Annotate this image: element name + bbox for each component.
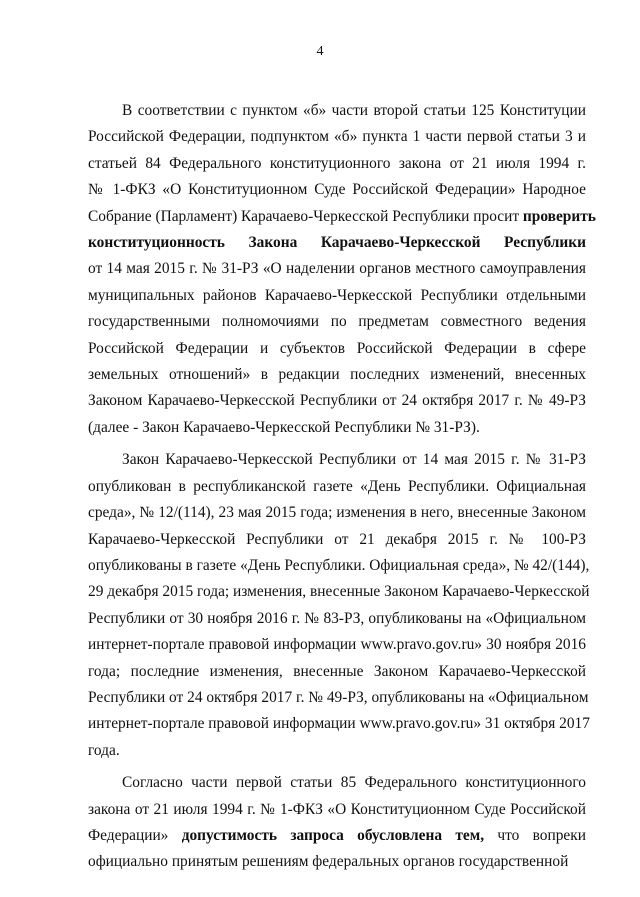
text-line bbox=[88, 388, 586, 414]
text-line bbox=[88, 283, 586, 309]
paragraph bbox=[88, 447, 590, 764]
text-run: Закон Карачаево-Черкесской Республики от 14 мая 2015 г. № 31-РЗ bbox=[122, 451, 586, 469]
text-line bbox=[88, 230, 586, 256]
paragraph bbox=[88, 770, 586, 876]
text-line bbox=[88, 685, 589, 711]
text-run: земельных отношений» в редакции последних изменений, внесенных bbox=[88, 366, 586, 384]
text-line bbox=[88, 606, 586, 632]
text-line bbox=[88, 151, 586, 177]
document-body bbox=[88, 98, 596, 882]
text-run: что вопреки bbox=[484, 826, 586, 844]
text-line bbox=[88, 474, 586, 500]
text-line bbox=[88, 415, 586, 441]
text-run: закона от 21 июля 1994 г. № 1-ФКЗ «О Конституционном Суде Российской bbox=[88, 800, 586, 818]
text-run: Республики от 30 ноября 2016 г. № 83-РЗ, опубликованы на «Официальном bbox=[88, 609, 586, 627]
text-run: опубликован в республиканской газете «День Республики. Официальная bbox=[88, 477, 586, 495]
text-run: интернет-портале правовой информации www.pravo.gov.ru» 30 ноября 2016 bbox=[88, 636, 586, 654]
text-run: Законом Карачаево-Черкесской Республики от 24 октября 2017 г. № 49-РЗ bbox=[88, 392, 586, 410]
text-line bbox=[88, 797, 586, 823]
page-number: 4 bbox=[316, 44, 324, 59]
text-line bbox=[88, 362, 586, 388]
text-run: В соответствии с пунктом «б» части второй статьи 125 Конституции bbox=[122, 102, 586, 119]
text-run: государственными полномочиями по предметам совместного ведения bbox=[88, 313, 586, 331]
text-line bbox=[88, 711, 590, 737]
text-run: Республики от 24 октября 2017 г. № 49-РЗ, опубликованы на «Официальном bbox=[88, 688, 589, 706]
text-run: от 14 мая 2015 г. № 31-РЗ «О наделении органов местного самоуправления bbox=[88, 260, 586, 278]
text-run: года. bbox=[88, 741, 120, 759]
text-run: Российской Федерации, подпунктом «б» пункта 1 части первой статьи 3 и bbox=[88, 128, 586, 146]
text-line bbox=[88, 256, 586, 282]
text-line bbox=[88, 177, 586, 203]
paragraph bbox=[88, 98, 596, 441]
text-line bbox=[88, 849, 586, 875]
text-run: среда», № 12/(114), 23 мая 2015 года; изменения в него, внесенные Законом bbox=[88, 504, 586, 522]
text-line bbox=[88, 500, 586, 526]
text-line bbox=[88, 98, 586, 124]
text-run: (далее - Закон Карачаево-Черкесской Республики № 31-РЗ). bbox=[88, 418, 480, 436]
text-line bbox=[88, 738, 586, 764]
text-line bbox=[88, 553, 590, 579]
text-run: Согласно части первой статьи 85 Федерального конституционного bbox=[122, 774, 586, 792]
text-line bbox=[88, 124, 586, 150]
text-line bbox=[88, 770, 586, 796]
text-line bbox=[88, 309, 586, 335]
text-line bbox=[88, 632, 586, 658]
text-run: 29 декабря 2015 года; изменения, внесенные Законом Карачаево-Черкесской bbox=[88, 583, 590, 601]
bold-text: конституционность Закона Карачаево-Черкесской Республики bbox=[88, 234, 586, 252]
text-line bbox=[88, 336, 586, 362]
text-run: Карачаево-Черкесской Республики от 21 декабря 2015 г. № 100-РЗ bbox=[88, 530, 586, 548]
text-line bbox=[88, 659, 586, 685]
text-run: Российской Федерации и субъектов Российской Федерации в сфере bbox=[88, 339, 586, 357]
text-run: № 1-ФКЗ «О Конституционном Суде Российской Федерации» Народное bbox=[88, 181, 586, 199]
text-line bbox=[88, 204, 596, 230]
bold-text: допустимость запроса обусловлена тем, bbox=[181, 826, 485, 844]
bold-text: проверить bbox=[522, 207, 596, 225]
text-run: года; последние изменения, внесенные Законом Карачаево-Черкесской bbox=[88, 662, 586, 680]
text-run: официально принятым решениям федеральных органов государственной bbox=[88, 853, 569, 871]
text-run: опубликованы в газете «День Республики. Официальная среда», № 42/(144), bbox=[88, 556, 590, 574]
text-line bbox=[88, 447, 586, 473]
text-run: статьей 84 Федерального конституционного закона от 21 июля 1994 г. bbox=[88, 154, 586, 172]
text-line bbox=[88, 823, 586, 849]
text-line bbox=[88, 527, 586, 553]
text-run: Собрание (Парламент) Карачаево-Черкесской Республики просит bbox=[88, 207, 523, 225]
text-run: Федерации» bbox=[88, 826, 182, 844]
text-run: интернет-портале правовой информации www.pravo.gov.ru» 31 октября 2017 bbox=[88, 715, 590, 733]
text-run: муниципальных районов Карачаево-Черкесской Республики отдельными bbox=[88, 286, 586, 304]
text-line bbox=[88, 579, 590, 605]
